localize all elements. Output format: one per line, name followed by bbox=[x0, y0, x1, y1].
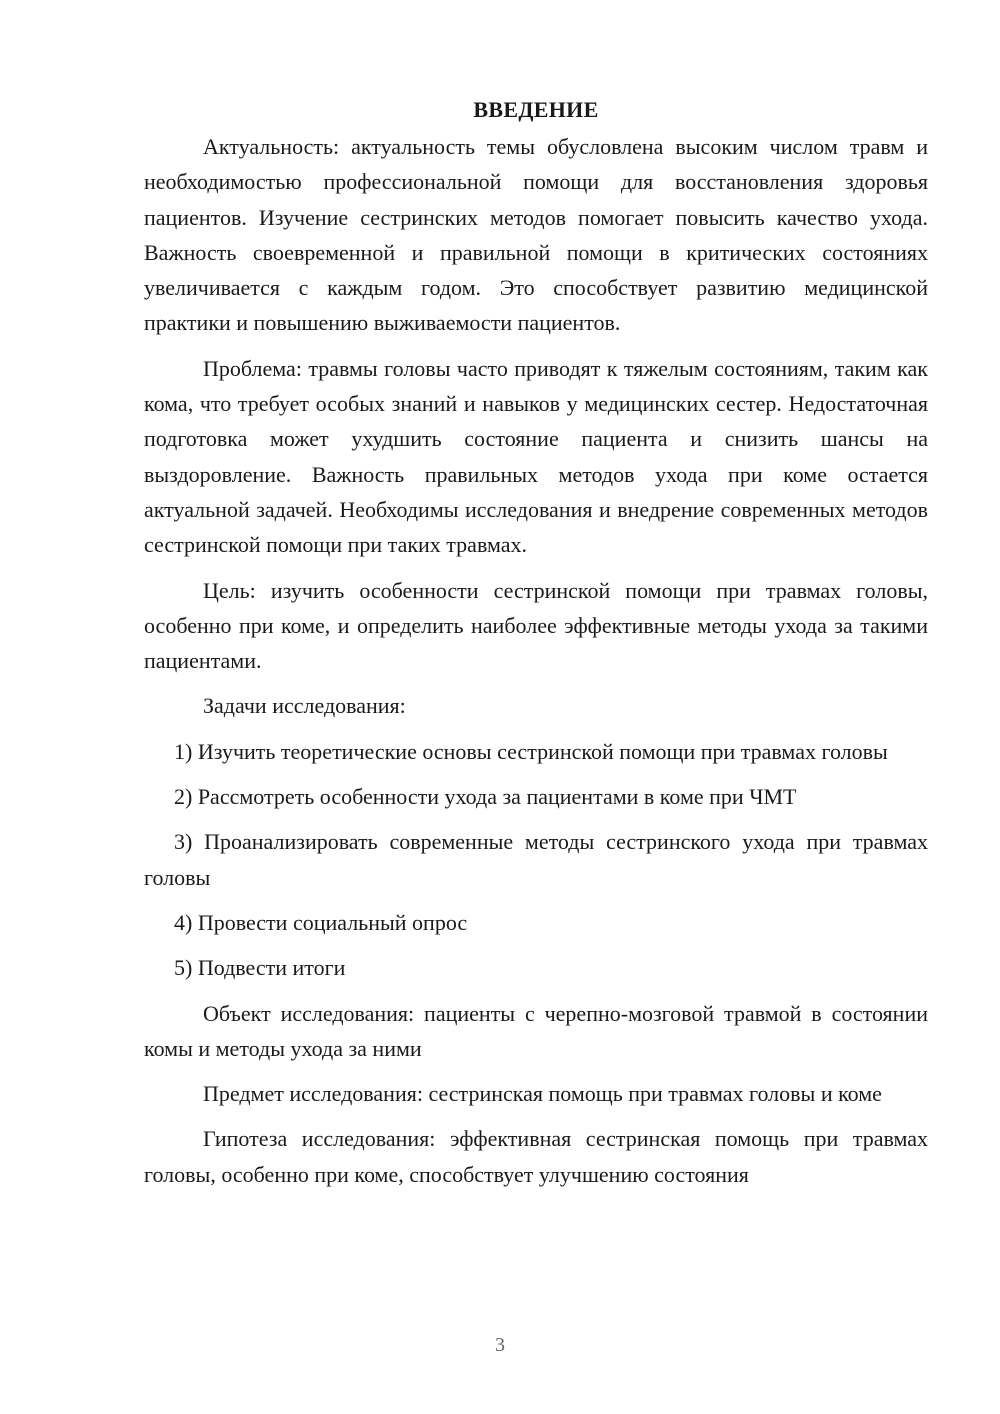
paragraph-hypothesis: Гипотеза исследования: эффективная сестринская помощь при травмах головы, особенно при коме, способствует улучшению состояния bbox=[144, 1126, 928, 1187]
task-item-4: 4) Провести социальный опрос bbox=[174, 909, 468, 935]
task-item-5: 5) Подвести итоги bbox=[174, 955, 346, 981]
paragraph-goal: Цель: изучить особенности сестринской помощи при травмах головы, особенно при коме, и определить наиболее эффективные методы ухода за такими пациентами. bbox=[144, 577, 928, 674]
paragraph-problem: Проблема: травмы головы часто приводят к тяжелым состояниям, таким как кома, что требует особых знаний и навыков у медицинских сестер. Недостаточная подготовка может ухудшить состояние пациента и снизить шансы на выздоровление. Важность правильных методов ухода при коме остается актуальной задачей. Необходимы исследования и внедрение современных методов сестринской помощи при таких травмах. bbox=[144, 355, 928, 558]
tasks-heading: Задачи исследования: bbox=[203, 693, 406, 719]
task-item-2: 2) Рассмотреть особенности ухода за пациентами в коме при ЧМТ bbox=[174, 784, 797, 810]
task-item-3: 3) Проанализировать современные методы сестринского ухода при травмах головы bbox=[144, 829, 928, 890]
page-number: 3 bbox=[495, 1334, 505, 1356]
paragraph-object: Объект исследования: пациенты с черепно-мозговой травмой в состоянии комы и методы ухода за ними bbox=[144, 1000, 928, 1061]
paragraph-subject: Предмет исследования: сестринская помощь при травмах головы и коме bbox=[203, 1081, 882, 1107]
document-page bbox=[144, 92, 928, 1202]
task-item-1: 1) Изучить теоретические основы сестринской помощи при травмах головы bbox=[174, 738, 888, 764]
paragraph-relevance: Актуальность: актуальность темы обусловлена высоким числом травм и необходимостью профессиональной помощи для восстановления здоровья пациентов. Изучение сестринских методов помогает повысить качество ухода. Важность своевременной и правильной помощи в критических состояниях увеличивается с каждым годом. Это способствует развитию медицинской практики и повышению выживаемости пациентов. bbox=[144, 134, 928, 336]
page-title: ВВЕДЕНИЕ bbox=[473, 97, 599, 122]
